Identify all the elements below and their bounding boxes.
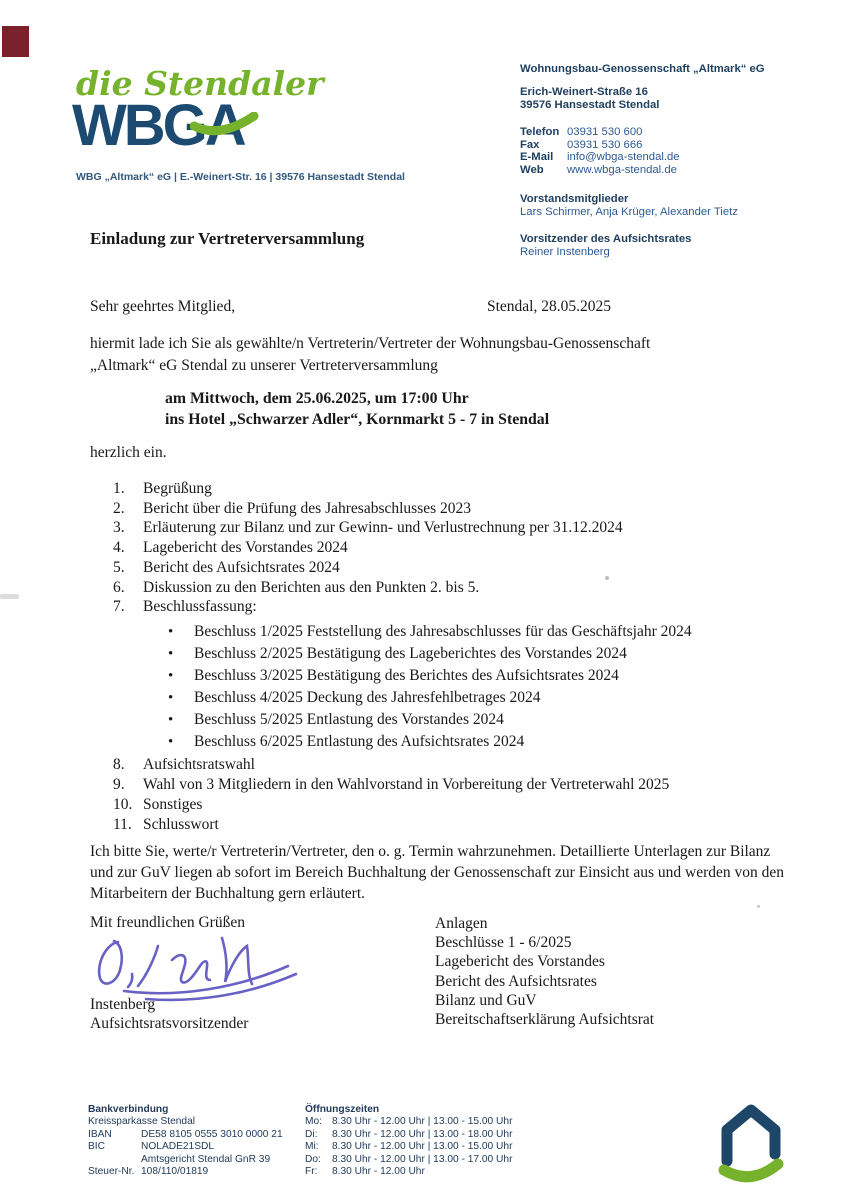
scan-artifact-dot [757, 905, 760, 908]
logo-script-text: die Stendaler [76, 64, 324, 103]
enclosure-item: Bilanz und GuV [435, 991, 537, 1009]
agenda-item [113, 538, 623, 558]
resolution-item: • Beschluss 4/2025 Deckung des Jahresfehlbetrages 2024 [168, 687, 692, 709]
hours-day: Di: [305, 1128, 318, 1140]
agenda-item [113, 558, 623, 578]
hours-day: Fr: [305, 1166, 318, 1178]
sender-address-line: WBG „Altmark“ eG | E.-Weinert-Str. 16 | 39576 Hansestadt Stendal [76, 171, 405, 183]
agenda-item [113, 795, 669, 815]
bank-label: IBAN [88, 1128, 112, 1140]
contact-label: E-Mail [520, 151, 554, 164]
bank-value: NOLADE21SDL [141, 1141, 215, 1153]
contact-row-email [520, 151, 680, 164]
bank-value: DE58 8105 0555 3010 0000 21 [141, 1128, 283, 1140]
letter-subject: Einladung zur Vertreterversammlung [90, 229, 365, 248]
bank-value: 108/110/01819 [141, 1166, 209, 1178]
agenda-list [113, 479, 623, 617]
intro-paragraph [90, 333, 650, 376]
letterhead-address [520, 86, 659, 111]
agenda-text: Beschlussfassung: [143, 598, 257, 616]
agenda-text: Wahl von 3 Mitgliedern in den Wahlvorstand in Vorbereitung der Vertreterwahl 2025 [143, 776, 670, 793]
chair-heading: Vorsitzender des Aufsichtsrates [520, 233, 692, 245]
enclosures-block [435, 914, 654, 1029]
resolution-item: • Beschluss 6/2025 Entlastung des Aufsichtsrates 2024 [168, 731, 692, 753]
hours-day: Do: [305, 1153, 321, 1165]
hours-row [305, 1141, 512, 1153]
bank-row [88, 1141, 283, 1153]
contact-value-web: www.wbga-stendal.de [567, 163, 677, 176]
contact-value: 03931 530 666 [567, 138, 643, 151]
agenda-text: Aufsichtsratswahl [143, 756, 255, 773]
contact-row-fax [520, 139, 680, 152]
hours-time: 8.30 Uhr - 12.00 Uhr | 13.00 - 17.00 Uhr [332, 1153, 513, 1165]
bank-row [88, 1129, 283, 1141]
date-line: Stendal, 28.05.2025 [487, 298, 611, 315]
bank-label: BIC [88, 1141, 105, 1153]
regards-line: Mit freundlichen Grüßen [90, 914, 245, 931]
closing-line: Ich bitte Sie, werte/r Vertreterin/Vertreter, den o. g. Termin wahrzunehmen. Detaillierte Unterlagen zur Bilanz [90, 843, 771, 860]
agenda-number: 10. [113, 796, 133, 813]
agenda-number: 3. [113, 519, 125, 537]
agenda-text: Lagebericht des Vorstandes 2024 [143, 539, 348, 557]
agenda-text: Erläuterung zur Bilanz und zur Gewinn- und Verlustrechnung per 31.12.2024 [143, 519, 623, 537]
signer-title: Aufsichtsratsvorsitzender [90, 1015, 249, 1032]
contact-row-web [520, 164, 680, 177]
agenda-item [113, 755, 669, 775]
agenda-text: Schlusswort [143, 816, 219, 833]
footer-hours-block [305, 1104, 512, 1178]
agenda-number: 6. [113, 578, 125, 596]
bank-label: Steuer-Nr. [88, 1166, 135, 1178]
resolution-item: • Beschluss 5/2025 Entlastung des Vorstandes 2024 [168, 709, 692, 731]
closing-line: Mitarbeitern der Buchhaltung gern erläutert. [90, 885, 366, 902]
agenda-text: Sonstiges [143, 796, 203, 813]
bank-heading: Bankverbindung [88, 1104, 169, 1115]
agenda-number: 2. [113, 499, 125, 517]
agenda-number: 4. [113, 539, 125, 557]
scan-artifact-edge-dash [0, 594, 19, 599]
letterhead-contact-block [520, 126, 680, 176]
hours-heading: Öffnungszeiten [305, 1104, 380, 1115]
contact-label: Web [520, 163, 544, 176]
agenda-number: 5. [113, 558, 125, 576]
hours-row [305, 1129, 512, 1141]
contact-value-email: info@wbga-stendal.de [567, 151, 680, 164]
bank-name: Kreissparkasse Stendal [88, 1116, 196, 1128]
hours-time: 8.30 Uhr - 12.00 Uhr | 13.00 - 15.00 Uhr [332, 1116, 513, 1128]
resolution-item: • Beschluss 1/2025 Feststellung des Jahresabschlusses für das Geschäftsjahr 2024 [168, 621, 692, 643]
hours-row [305, 1154, 512, 1166]
closing-paragraph [90, 841, 784, 904]
agenda-number: 8. [113, 756, 125, 773]
contact-label: Telefon [520, 126, 560, 138]
letterhead-city: 39576 Hansestadt Stendal [520, 98, 660, 111]
agenda-item [113, 815, 669, 835]
hours-time: 8.30 Uhr - 12.00 Uhr | 13.00 - 15.00 Uhr [332, 1141, 513, 1153]
hours-time: 8.30 Uhr - 12.00 Uhr | 13.00 - 18.00 Uhr [332, 1128, 513, 1140]
hours-time: 8.30 Uhr - 12.00 Uhr [332, 1166, 425, 1178]
event-location-line: ins Hotel „Schwarzer Adler“, Kornmarkt 5 - 7 in Stendal [165, 411, 550, 428]
resolutions-list [168, 621, 692, 754]
intro-close: herzlich ein. [90, 444, 167, 461]
bank-value: Amtsgericht Stendal GnR 39 [141, 1153, 271, 1165]
salutation: Sehr geehrtes Mitglied, [90, 298, 236, 315]
agenda-text: Diskussion zu den Berichten aus den Punkten 2. bis 5. [143, 578, 480, 596]
agenda-tail-list [113, 755, 669, 835]
handwritten-signature [88, 924, 323, 1004]
enclosures-heading: Anlagen [435, 915, 488, 932]
intro-line: „Altmark“ eG Stendal zu unserer Vertreterversammlung [90, 356, 438, 374]
board-members: Lars Schirmer, Anja Krüger, Alexander Tietz [520, 205, 738, 218]
agenda-item [113, 499, 623, 519]
logo-swoosh-icon [190, 112, 260, 140]
bank-row [88, 1154, 283, 1166]
contact-row-telefon [520, 126, 680, 139]
house-logo-icon [710, 1097, 792, 1189]
bank-row [88, 1166, 283, 1178]
contact-value: 03931 530 600 [567, 126, 643, 138]
resolution-item: • Beschluss 3/2025 Bestätigung des Berichtes des Aufsichtsrates 2024 [168, 665, 692, 687]
agenda-text: Bericht über die Prüfung des Jahresabschlusses 2023 [143, 499, 472, 517]
letterhead-street: Erich-Weinert-Straße 16 [520, 86, 648, 98]
agenda-text: Bericht des Aufsichtsrates 2024 [143, 558, 340, 576]
letterhead-company: Wohnungsbau-Genossenschaft „Altmark“ eG [520, 63, 765, 75]
hours-row [305, 1166, 512, 1178]
agenda-item [113, 518, 623, 538]
letterhead-chair-block [520, 233, 691, 258]
agenda-item [113, 775, 669, 795]
enclosure-item: Beschlüsse 1 - 6/2025 [435, 934, 572, 952]
scan-artifact-red-square [2, 26, 29, 57]
event-date-line: am Mittwoch, dem 25.06.2025, um 17:00 Uhr [165, 390, 469, 407]
agenda-number: 7. [113, 598, 125, 616]
intro-line: hiermit lade ich Sie als gewählte/n Vertreterin/Vertreter der Wohnungsbau-Genossenschaft [90, 335, 651, 352]
hours-day: Mi: [305, 1141, 319, 1153]
chair-name: Reiner Instenberg [520, 245, 610, 258]
agenda-number: 1. [113, 480, 125, 497]
logo-wbga-text: WBGA [72, 93, 244, 158]
footer-bank-block [88, 1104, 283, 1178]
resolution-item: • Beschluss 2/2025 Bestätigung des Lageberichtes des Vorstandes 2024 [168, 643, 692, 665]
board-heading: Vorstandsmitglieder [520, 193, 629, 205]
hours-row [305, 1116, 512, 1128]
agenda-number: 11. [113, 816, 132, 833]
enclosure-item: Lagebericht des Vorstandes [435, 953, 605, 971]
agenda-item [113, 597, 623, 617]
event-details [165, 388, 549, 430]
agenda-item [113, 578, 623, 598]
agenda-number: 9. [113, 776, 125, 793]
enclosure-item: Bericht des Aufsichtsrates [435, 972, 597, 990]
agenda-text: Begrüßung [143, 480, 212, 497]
agenda-item [113, 479, 623, 499]
signer-name: Instenberg [90, 996, 156, 1013]
contact-label: Fax [520, 138, 540, 151]
enclosure-item: Bereitschaftserklärung Aufsichtsrat [435, 1011, 655, 1029]
closing-line: und zur GuV liegen ab sofort im Bereich Buchhaltung der Genossenschaft zur Einsicht aus und werden von den [90, 864, 785, 881]
hours-day: Mo: [305, 1116, 322, 1128]
letterhead-board-block [520, 193, 738, 218]
